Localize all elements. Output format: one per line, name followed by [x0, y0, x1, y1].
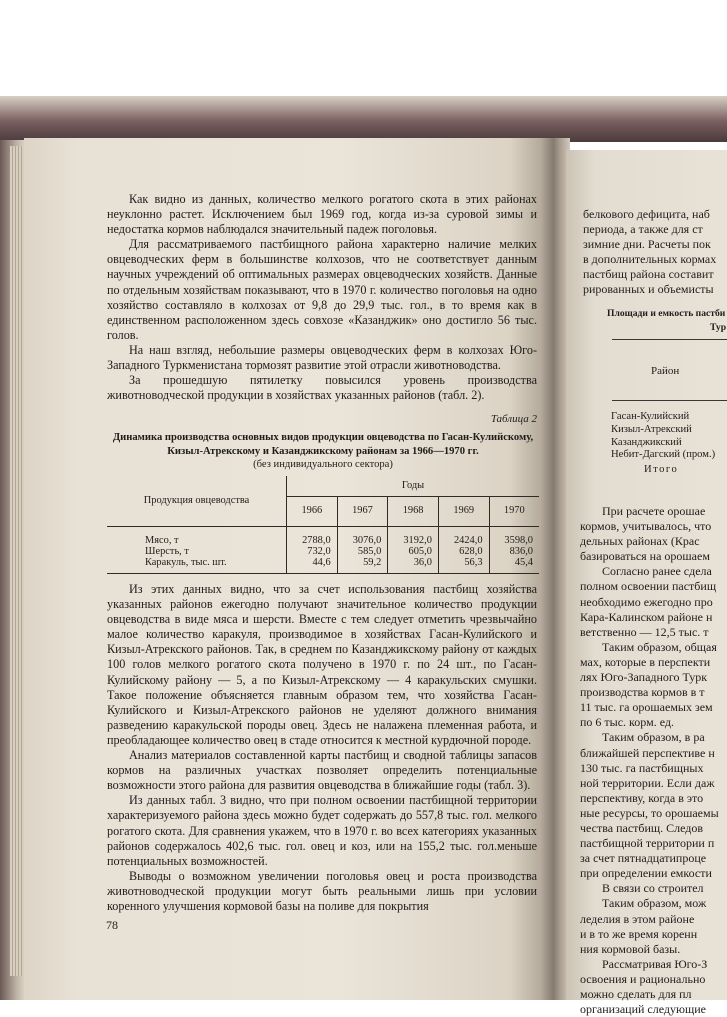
right-text-top: [583, 207, 727, 298]
text-line: при определении емкости: [580, 866, 712, 881]
cell: 45,4: [489, 557, 539, 573]
text-line: пастбищной территории п: [580, 836, 715, 851]
text-line: Таким образом, мож: [602, 896, 707, 911]
row-name: Мясо, т: [107, 526, 287, 546]
text-line: ные ресурсы, то орошаемы: [580, 805, 719, 820]
cell: 628,0: [438, 546, 489, 557]
table-rule: [612, 400, 727, 401]
table-row: [107, 557, 539, 573]
paragraph: На наш взгляд, небольшие размеры овцеводческих ферм в колхозах Юго-Западного Туркменистана тормозят развитие этой отрасли животноводства.: [107, 342, 537, 373]
text-line: по 6 тыс. корм. ед.: [580, 715, 674, 730]
cell: 56,3: [438, 557, 489, 573]
text-line: полном освоении пастбищ: [580, 579, 717, 594]
right-text-mid: [580, 504, 727, 1017]
cell: 3192,0: [388, 526, 439, 546]
text-line: В связи со строител: [602, 881, 704, 896]
table-row: [107, 526, 539, 546]
cell: 732,0: [287, 546, 338, 557]
text-line: зимние дни. Расчеты пок: [583, 237, 711, 252]
year-header: 1969: [438, 496, 489, 526]
paragraph: Из данных табл. 3 видно, что при полном освоении пастбищной территории характеризуемого района здесь можно будет содержать до 557,8 тыс. гол. мелкого рогатого скота. Для сравнения укажем, что в 1970 г. во всех категориях указанных районов содержалось 402,6 тыс. гол. овец и коз, или на 155,2 тыс. гол.меньше потенциальных возможностей.: [107, 793, 537, 868]
cell: 36,0: [388, 557, 439, 573]
paragraph: Анализ материалов составленной карты пастбищ и сводной таблицы запасов кормов на различных участках позволяет определить потенциальные возможности этого района для развития овцеводства в ближайшие годы (табл. 3).: [107, 748, 537, 793]
text-line: Рассматривая Юго-З: [602, 956, 708, 971]
text-line: При расчете орошае: [602, 504, 706, 518]
cell: 3076,0: [337, 526, 388, 546]
cell: 585,0: [337, 546, 388, 557]
text-line: производства кормов в т: [580, 685, 705, 700]
table-row: Кизыл-Атрекский: [611, 423, 692, 435]
table-row: Казанджикский: [611, 436, 682, 448]
page-number: 78: [106, 918, 118, 932]
text-line: рированных и объемисты: [583, 282, 714, 297]
table-row: Гасан-Кулийский: [611, 411, 690, 422]
text-line: освоения и рационально: [580, 971, 706, 986]
text-line: белкового дефицита, наб: [583, 207, 710, 221]
paragraph: Из этих данных видно, что за счет использования пастбищ хозяйства указанных районов ежегодно получают значительное количество продукции овцеводства в виде мяса и шерсти. Вместе с тем следует отметить чрезвычайно малое количество каракуля, производимое в хозяйствах Гасан-Кулийского и Кизыл-Атрекского районов. Так, в среднем по Казанджикскому району от каждых 100 голов мелкого рогатого скота получено в 1970 г. по 24 шт., по Гасан-Кулийскому району — 5, а по Кизыл-Атрекскому — 4 каракульских смушки. Такое положение объясняется главным образом тем, что хозяйства Гасан-Кулийского и Кизыл-Атрекского районов не уделяют должного внимания разведению каракульской породы овец. Здесь не налажена племенная работа, и преобладающее количество овец в стаде относится к местной курдючной породе.: [107, 582, 537, 747]
text-line: ния кормовой базы.: [580, 941, 681, 956]
cell: 836,0: [489, 546, 539, 557]
text-line: дельных районах (Крас: [580, 534, 700, 549]
text-line: за счет пятнадцатипроце: [580, 851, 707, 866]
production-table: [107, 476, 539, 574]
table-subtitle: (без индивидуального сектора): [253, 459, 393, 470]
paragraph: За прошедшую пятилетку повысился уровень производства животноводческой продукции в хозяйствах указанных районов (табл. 2).: [107, 373, 537, 403]
table-group-header: Годы: [287, 476, 539, 496]
text-line: пастбищ района составит: [583, 267, 714, 282]
year-header: 1970: [489, 496, 539, 526]
cell: 2424,0: [438, 526, 489, 546]
paragraph: Как видно из данных, количество мелкого рогатого скота в этих районах неуклонно растет. Исключением был 1969 год, когда из-за суровой зимы и недостатка кормов наблюдался значительный падеж поголовья.: [107, 192, 537, 237]
text-line: Кара-Калинском районе н: [580, 609, 713, 624]
text-line: лях Юго-Западного Турк: [580, 670, 708, 685]
table-label: Таблица 2: [490, 413, 537, 425]
text-line: Таким образом, общая: [602, 639, 717, 654]
year-header: 1966: [287, 496, 338, 526]
cell: 59,2: [337, 557, 388, 573]
text-line: ближайшей перспективе н: [580, 745, 715, 760]
table-row: Небит-Дагский (пром.): [611, 449, 716, 461]
text-line: 11 тыс. га орошаемых зем: [580, 700, 713, 715]
paragraph: Выводы о возможном увеличении поголовья овец и роста производства животноводческой продукции могут быть реальными лишь при условии коренного улучшения кормовой базы на поливе для покрытия: [107, 868, 537, 913]
text-line: чества пастбищ. Следов: [580, 820, 704, 835]
row-name: Каракуль, тыс. шт.: [107, 557, 287, 573]
text-line: организаций следующие: [580, 1002, 706, 1017]
text-line: перспективу, когда в это: [580, 790, 704, 805]
text-line: базироваться на орошаем: [580, 549, 710, 564]
left-text-bottom: [107, 582, 537, 914]
text-line: леделия в этом районе: [580, 911, 695, 926]
text-line: и в то же время коренн: [580, 926, 698, 941]
text-line: можно сделать для пл: [580, 987, 692, 1001]
right-table-title-cont: Тур: [710, 322, 727, 333]
table-row-header: Продукция овцеводства: [107, 476, 287, 526]
cell: 605,0: [388, 546, 439, 557]
cell: 3598,0: [489, 526, 539, 546]
text-line: мах, которые в перспекти: [580, 654, 711, 669]
left-text-top: [107, 192, 537, 403]
text-line: Согласно ранее сдела: [602, 564, 712, 579]
table-title: Динамика производства основных видов продукции овцеводства по Гасан-Кулийскому, Кизыл-Атрекскому и Казанджикскому районам за 1966—1970 гг.: [112, 432, 534, 457]
right-table-rows: [611, 411, 715, 462]
year-header: 1968: [388, 496, 439, 526]
background-dark-band: [0, 96, 727, 142]
table-rule: [612, 339, 727, 340]
text-line: 130 тыс. га пастбищных: [580, 760, 704, 775]
right-table-header: Район: [651, 365, 680, 377]
right-table-title: Площади и емкость пастби: [607, 308, 726, 319]
text-line: периода, а также для ст: [583, 222, 703, 237]
cell: 2788,0: [287, 526, 338, 546]
paragraph: Для рассматриваемого пастбищного района характерно наличие мелких овцеводческих ферм в большинстве колхозов, что не соответствует данным научных учреждений об оптимальных размерах овцеводческих хозяйств. Данные по отдельным хозяйствам показывают, что в 1970 г. количество поголовья на одно хозяйство составляло в колхозах от 9,8 до 29,9 тыс. гол., в то время как в единственном расположенном здесь совхозе «Казанджик» оно достигло 56 тыс. голов.: [107, 237, 537, 342]
cell: 44,6: [287, 557, 338, 573]
table-row: [107, 546, 539, 557]
text-line: ной территории. Если даж: [580, 775, 715, 790]
text-line: в дополнительных кормах: [583, 252, 717, 267]
text-line: необходимо ежегодно про: [580, 594, 713, 609]
right-table-total: Итого: [644, 464, 679, 475]
text-line: кормов, учитывалось, что: [580, 519, 712, 534]
year-header: 1967: [337, 496, 388, 526]
row-name: Шерсть, т: [107, 546, 287, 557]
text-line: ветственно — 12,5 тыс. т: [580, 624, 709, 639]
text-line: Таким образом, в ра: [602, 730, 705, 745]
